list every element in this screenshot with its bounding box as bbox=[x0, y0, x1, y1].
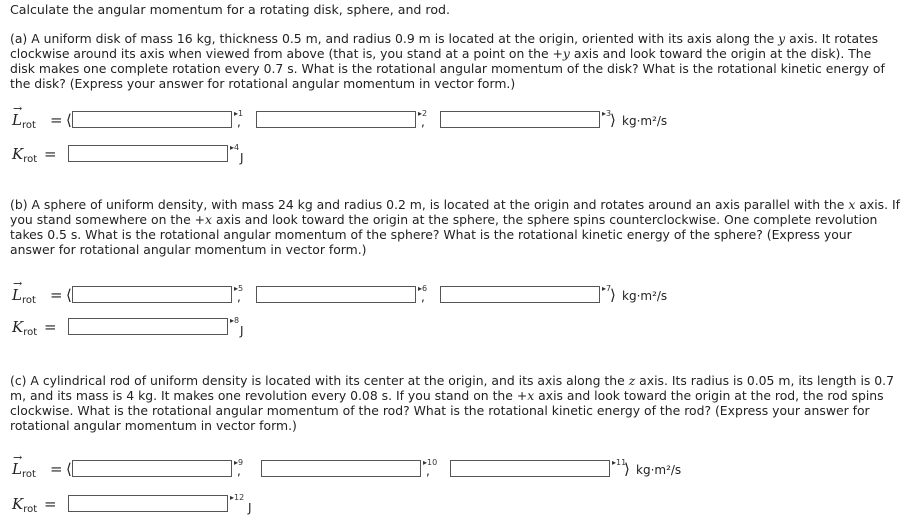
marker-4: ▸4 bbox=[230, 143, 240, 152]
part-c-L-x-input[interactable] bbox=[72, 460, 232, 477]
vector-arrow-icon: → bbox=[13, 277, 23, 290]
equals-sign: = bbox=[44, 495, 57, 513]
part-b-K-input[interactable] bbox=[68, 318, 228, 335]
kinetic-energy-label: $K_{rot}$ bbox=[12, 318, 38, 338]
marker-11: ▸11 bbox=[612, 458, 627, 467]
angular-momentum-unit: kg·m²/s bbox=[622, 114, 668, 128]
part-b-question bbox=[10, 197, 900, 257]
part-a-L-x-input[interactable] bbox=[72, 111, 232, 128]
equals-sign: = bbox=[44, 145, 57, 163]
part-b-L-x-input[interactable] bbox=[72, 286, 232, 303]
kinetic-energy-label: $K_{rot}$ bbox=[12, 145, 38, 165]
part-c-text: (c) A cylindrical rod of uniform density is located with its center at the origin, and its axis along the z axis. Its radius is 0.05 m, its length is 0.7 m, and its mass is 4 kg. It makes one revolution every 0.08 s. If you stand on the +x axis and look toward the origin at the rod, the rod spins clockwise. What is the rotational angular momentum of the rod? What is the rotational kinetic energy of the rod? (Express your answer for rotational angular momentum in vector form.) bbox=[10, 373, 894, 433]
part-a-question bbox=[10, 31, 900, 91]
part-b-kinetic-energy-row bbox=[0, 318, 913, 340]
equals-sign: = bbox=[44, 318, 57, 336]
marker-6: ▸6 bbox=[418, 284, 428, 293]
part-a-K-input[interactable] bbox=[68, 145, 228, 162]
kinetic-energy-label: $K_{rot}$ bbox=[12, 495, 38, 515]
part-b-L-y-input[interactable] bbox=[256, 286, 416, 303]
part-a-kinetic-energy-row bbox=[0, 145, 913, 167]
comma: , bbox=[237, 464, 241, 478]
part-c-angular-momentum-row bbox=[0, 451, 913, 482]
part-c-K-input[interactable] bbox=[68, 495, 228, 512]
angular-momentum-label: → $L_{rot}$ bbox=[12, 451, 36, 480]
open-angle-bracket: ⟨ bbox=[66, 286, 72, 304]
marker-5: ▸5 bbox=[234, 284, 244, 293]
part-c-L-z-input[interactable] bbox=[450, 460, 610, 477]
part-c-question bbox=[10, 373, 900, 433]
marker-1: ▸1 bbox=[234, 109, 244, 118]
marker-7: ▸7 bbox=[602, 284, 612, 293]
kinetic-energy-unit: J bbox=[240, 324, 244, 338]
equals-sign: = bbox=[50, 286, 63, 304]
comma: , bbox=[237, 115, 241, 129]
angular-momentum-label: → $L_{rot}$ bbox=[12, 277, 36, 306]
vector-arrow-icon: → bbox=[13, 451, 23, 464]
close-angle-bracket: ⟩ bbox=[624, 460, 630, 478]
comma: , bbox=[421, 115, 425, 129]
marker-12: ▸12 bbox=[230, 493, 245, 502]
marker-9: ▸9 bbox=[234, 458, 244, 467]
part-a-L-y-input[interactable] bbox=[256, 111, 416, 128]
angular-momentum-label: → $L_{rot}$ bbox=[12, 102, 36, 131]
part-a-angular-momentum-row bbox=[0, 102, 913, 133]
open-angle-bracket: ⟨ bbox=[66, 111, 72, 129]
close-angle-bracket: ⟩ bbox=[610, 286, 616, 304]
part-b-text: (b) A sphere of uniform density, with mass 24 kg and radius 0.2 m, is located at the origin and rotates around an axis parallel with the x axis. If you stand somewhere on the +x axis and look toward the origin at the sphere, the sphere spins counterclockwise. One complete revolution takes 0.5 s. What is the rotational angular momentum of the sphere? What is the rotational kinetic energy of the sphere? (Express your answer for rotational angular momentum in vector form.) bbox=[10, 197, 900, 257]
marker-3: ▸3 bbox=[602, 109, 612, 118]
angular-momentum-unit: kg·m²/s bbox=[636, 463, 682, 477]
marker-2: ▸2 bbox=[418, 109, 428, 118]
comma: , bbox=[421, 290, 425, 304]
part-a-text: (a) A uniform disk of mass 16 kg, thickness 0.5 m, and radius 0.9 m is located at the origin, oriented with its axis along the y axis. It rotates clockwise around its axis when viewed from above (that is, you stand at a point on the +y axis and look toward the origin at the disk). The disk makes one complete rotation every 0.7 s. What is the rotational angular momentum of the disk? What is the rotational kinetic energy of the disk? (Express your answer for rotational angular momentum in vector form.) bbox=[10, 31, 885, 91]
kinetic-energy-unit: J bbox=[240, 151, 244, 165]
comma: , bbox=[426, 464, 430, 478]
part-c-L-y-input[interactable] bbox=[261, 460, 421, 477]
equals-sign: = bbox=[50, 111, 63, 129]
marker-8: ▸8 bbox=[230, 316, 240, 325]
vector-arrow-icon: → bbox=[13, 102, 23, 115]
part-b-angular-momentum-row bbox=[0, 277, 913, 308]
part-b-L-z-input[interactable] bbox=[440, 286, 600, 303]
angular-momentum-unit: kg·m²/s bbox=[622, 289, 668, 303]
comma: , bbox=[237, 290, 241, 304]
part-c-kinetic-energy-row bbox=[0, 495, 913, 517]
page-title: Calculate the angular momentum for a rotating disk, sphere, and rod. bbox=[10, 2, 451, 17]
close-angle-bracket: ⟩ bbox=[610, 111, 616, 129]
part-a-L-z-input[interactable] bbox=[440, 111, 600, 128]
kinetic-energy-unit: J bbox=[248, 501, 252, 515]
open-angle-bracket: ⟨ bbox=[66, 460, 72, 478]
marker-10: ▸10 bbox=[423, 458, 438, 467]
equals-sign: = bbox=[50, 460, 63, 478]
